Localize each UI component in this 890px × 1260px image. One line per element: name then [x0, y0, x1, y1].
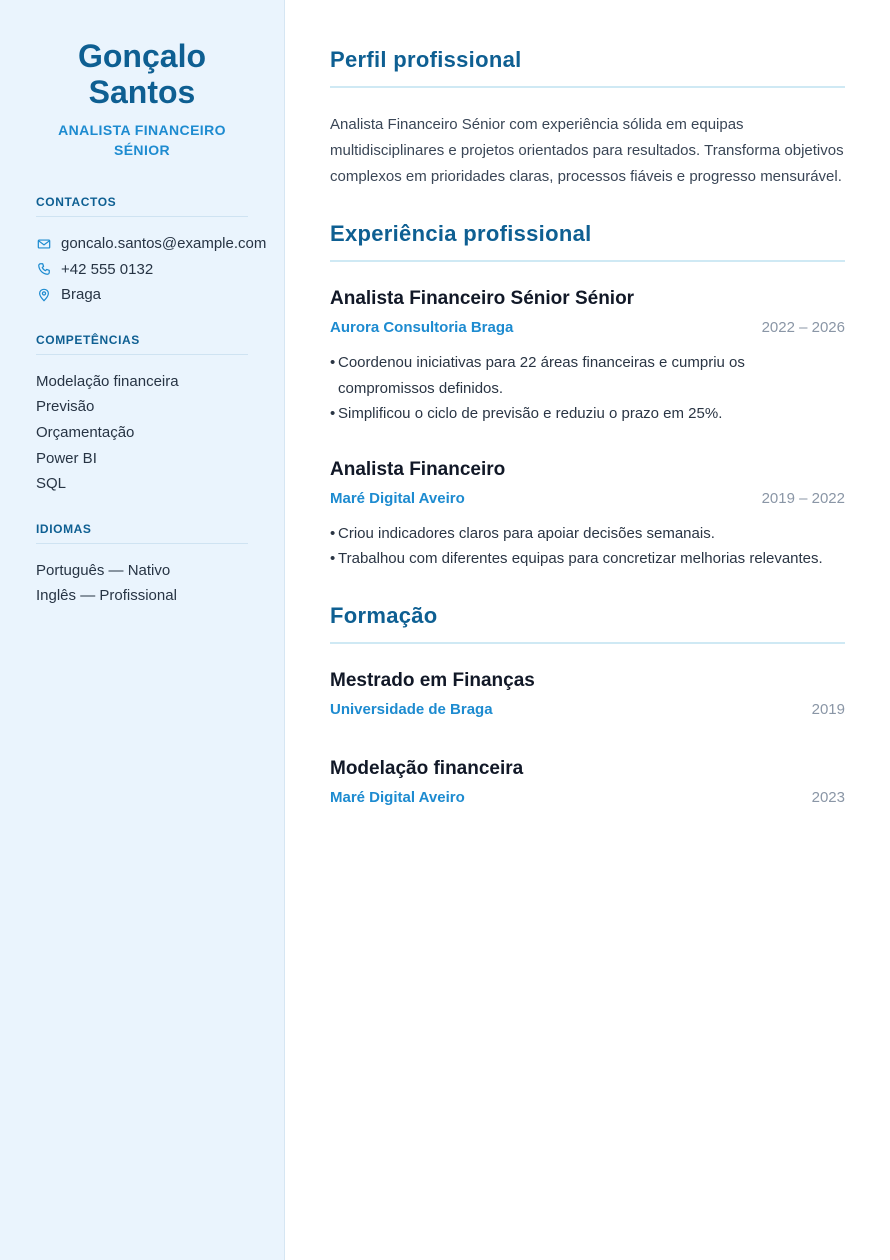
contacts-heading: CONTACTOS — [36, 194, 248, 217]
job-title: Analista Financeiro Sénior Sénior — [330, 288, 635, 309]
main-content — [285, 0, 890, 1260]
languages-list — [36, 558, 248, 609]
skill-item: SQL — [36, 475, 67, 493]
summary-text: Analista Financeiro Sénior com experiência sólida em equipas multidisciplinares e projetos orientados para resultados. Transforma objetivos complexos em prioridades claras, processos fiáveis e progresso mensurável. — [330, 116, 844, 185]
job-meta — [330, 318, 845, 338]
skills-list — [36, 369, 248, 497]
role-line-1: ANALISTA FINANCEIRO — [58, 122, 226, 138]
phone-icon — [36, 261, 52, 277]
role-line-2: SÉNIOR — [113, 142, 171, 158]
job-dates: 2022 – 2026 — [761, 319, 845, 336]
job-company: Maré Digital Aveiro — [330, 489, 465, 507]
job-dates: 2019 – 2022 — [761, 489, 845, 507]
job-bullet: • Trabalhou com diferentes equipas para concretizar melhorias relevantes. — [330, 546, 845, 572]
skill-item: Previsão — [36, 398, 95, 416]
job-meta — [330, 489, 845, 509]
degree-title: Modelação financeira — [330, 757, 524, 779]
languages-heading: IDIOMAS — [36, 521, 248, 544]
job-bullets — [330, 521, 845, 572]
contact-location — [36, 282, 248, 308]
education-section — [330, 602, 845, 808]
degree-meta — [330, 788, 845, 808]
experience-title: Experiência profissional — [330, 220, 845, 262]
experience-entry — [330, 457, 845, 572]
name-line-1: Gonçalo — [77, 38, 206, 74]
degree-title: Mestrado em Finanças — [330, 669, 535, 691]
summary-title: Perfil profissional — [330, 46, 845, 88]
skills-section — [36, 332, 248, 497]
education-entry — [330, 756, 845, 808]
contact-email[interactable] — [36, 231, 267, 257]
languages-section — [36, 521, 248, 609]
skill-item: Power BI — [36, 449, 97, 467]
degree-year: 2019 — [811, 700, 845, 718]
job-bullets — [330, 350, 845, 427]
degree-institution: Maré Digital Aveiro — [330, 788, 465, 806]
contact-phone[interactable] — [36, 257, 248, 283]
contact-email-text: goncalo.santos@example.com — [61, 235, 267, 252]
contacts-list — [36, 231, 267, 308]
job-title: Analista Financeiro — [330, 458, 506, 480]
experience-entry — [330, 286, 845, 427]
degree-year: 2023 — [811, 788, 845, 806]
name-line-2: Santos — [88, 74, 196, 110]
contact-phone-text: +42 555 0132 — [61, 260, 154, 278]
candidate-role — [36, 120, 248, 160]
contact-location-text: Braga — [61, 286, 102, 304]
skill-item: Orçamentação — [36, 423, 135, 441]
education-entry — [330, 668, 845, 720]
sidebar — [0, 0, 285, 1260]
skills-heading: COMPETÊNCIAS — [36, 332, 248, 355]
contacts-section — [36, 194, 267, 308]
job-bullet: • Simplificou o ciclo de previsão e reduziu o prazo em 25%. — [330, 401, 845, 427]
job-company: Aurora Consultoria Braga — [330, 319, 514, 336]
language-item: Português — Nativo — [36, 561, 171, 579]
job-bullet: • Coordenou iniciativas para 22 áreas financeiras e cumpriu os compromissos definidos. — [330, 350, 845, 401]
skill-item: Modelação financeira — [36, 372, 179, 390]
candidate-name — [36, 38, 248, 110]
degree-institution: Universidade de Braga — [330, 700, 493, 718]
summary-section — [330, 46, 845, 190]
job-bullet: • Criou indicadores claros para apoiar decisões semanais. — [330, 521, 845, 547]
education-title: Formação — [330, 602, 845, 644]
location-icon — [36, 287, 52, 303]
mail-icon — [36, 236, 52, 252]
degree-meta — [330, 700, 845, 720]
language-item: Inglês — Profissional — [36, 587, 177, 605]
experience-section — [330, 220, 845, 572]
